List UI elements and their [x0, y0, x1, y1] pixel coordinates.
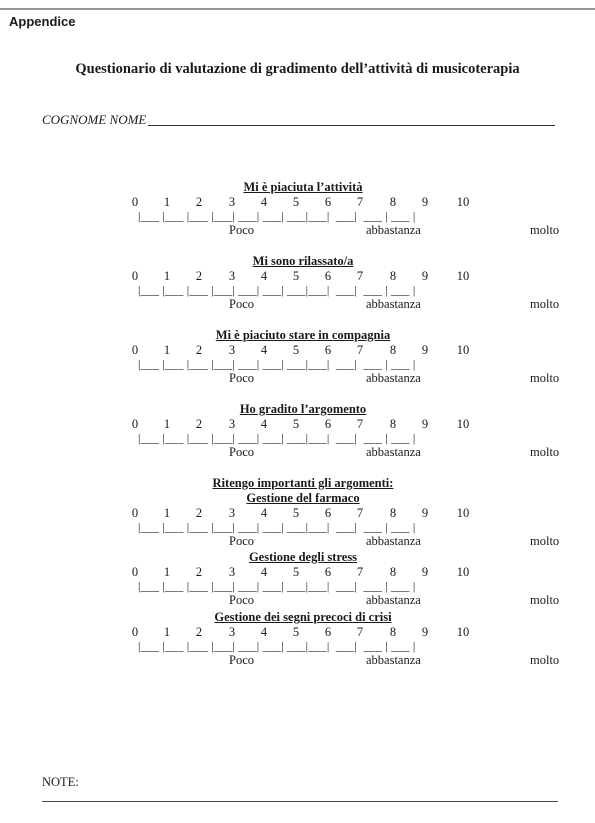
- scale-number[interactable]: 9: [421, 565, 429, 579]
- label-high: molto: [530, 653, 560, 667]
- rating-scale[interactable]: |___ |___ |___ |___| ___| ___| ___|___| ___| ___ | ___ |: [138, 283, 416, 297]
- scale-number[interactable]: 8: [389, 565, 397, 579]
- label-mid: abbastanza: [366, 593, 421, 607]
- scale-number[interactable]: 8: [389, 506, 397, 520]
- scale-number[interactable]: 5: [292, 625, 300, 639]
- scale-number[interactable]: 6: [324, 269, 332, 283]
- scale-number[interactable]: 2: [195, 269, 203, 283]
- scale-number[interactable]: 10: [456, 343, 470, 357]
- scale-number[interactable]: 5: [292, 506, 300, 520]
- scale-number[interactable]: 9: [421, 625, 429, 639]
- scale-number[interactable]: 0: [131, 625, 139, 639]
- rating-scale[interactable]: |___ |___ |___ |___| ___| ___| ___|___| ___| ___ | ___ |: [138, 357, 416, 371]
- scale-number[interactable]: 10: [456, 269, 470, 283]
- scale-number[interactable]: 5: [292, 343, 300, 357]
- scale-number[interactable]: 2: [195, 565, 203, 579]
- scale-number[interactable]: 7: [356, 417, 364, 431]
- scale-number[interactable]: 8: [389, 343, 397, 357]
- scale-number[interactable]: 6: [324, 195, 332, 209]
- scale-number[interactable]: 8: [389, 417, 397, 431]
- appendix-label: Appendice: [9, 14, 76, 29]
- scale-numbers: [0, 195, 595, 209]
- item-heading: Gestione del farmaco: [246, 491, 360, 505]
- scale-numbers: [0, 565, 595, 579]
- scale-number[interactable]: 3: [228, 506, 236, 520]
- scale-number[interactable]: 1: [163, 343, 171, 357]
- scale-number[interactable]: 1: [163, 195, 171, 209]
- scale-number[interactable]: 3: [228, 625, 236, 639]
- label-high: molto: [530, 445, 560, 459]
- scale-number[interactable]: 2: [195, 506, 203, 520]
- scale-number[interactable]: 0: [131, 506, 139, 520]
- scale-number[interactable]: 9: [421, 195, 429, 209]
- scale-numbers: [0, 506, 595, 520]
- scale-number[interactable]: 7: [356, 565, 364, 579]
- label-mid: abbastanza: [366, 445, 421, 459]
- name-field-line[interactable]: [148, 125, 555, 126]
- scale-number[interactable]: 3: [228, 417, 236, 431]
- item-heading: Mi sono rilassato/a: [252, 254, 354, 268]
- notes-field-line[interactable]: [42, 801, 558, 802]
- scale-number[interactable]: 0: [131, 417, 139, 431]
- item-heading: Gestione degli stress: [248, 550, 358, 564]
- scale-number[interactable]: 10: [456, 506, 470, 520]
- scale-number[interactable]: 8: [389, 625, 397, 639]
- scale-number[interactable]: 1: [163, 269, 171, 283]
- scale-number[interactable]: 1: [163, 506, 171, 520]
- scale-number[interactable]: 9: [421, 269, 429, 283]
- scale-number[interactable]: 6: [324, 343, 332, 357]
- scale-number[interactable]: 0: [131, 269, 139, 283]
- label-mid: abbastanza: [366, 534, 421, 548]
- scale-number[interactable]: 9: [421, 506, 429, 520]
- scale-number[interactable]: 3: [228, 269, 236, 283]
- scale-number[interactable]: 2: [195, 195, 203, 209]
- scale-number[interactable]: 0: [131, 343, 139, 357]
- scale-number[interactable]: 6: [324, 417, 332, 431]
- section-heading: Ritengo importanti gli argomenti:: [212, 476, 394, 490]
- scale-number[interactable]: 3: [228, 195, 236, 209]
- rating-scale[interactable]: |___ |___ |___ |___| ___| ___| ___|___| ___| ___ | ___ |: [138, 431, 416, 445]
- scale-number[interactable]: 6: [324, 625, 332, 639]
- scale-number[interactable]: 3: [228, 565, 236, 579]
- label-mid: abbastanza: [366, 371, 421, 385]
- scale-number[interactable]: 2: [195, 417, 203, 431]
- scale-number[interactable]: 5: [292, 417, 300, 431]
- label-high: molto: [530, 593, 560, 607]
- scale-number[interactable]: 2: [195, 625, 203, 639]
- item-heading: Gestione dei segni precoci di crisi: [214, 610, 392, 624]
- label-low: Poco: [229, 593, 254, 607]
- scale-number[interactable]: 1: [163, 565, 171, 579]
- label-high: molto: [530, 297, 560, 311]
- notes-label: NOTE:: [42, 775, 79, 789]
- rating-scale[interactable]: |___ |___ |___ |___| ___| ___| ___|___| ___| ___ | ___ |: [138, 209, 416, 223]
- scale-number[interactable]: 4: [260, 343, 268, 357]
- scale-number[interactable]: 8: [389, 195, 397, 209]
- label-low: Poco: [229, 445, 254, 459]
- item-heading: Mi è piaciuto stare in compagnia: [215, 328, 391, 342]
- scale-number[interactable]: 10: [456, 195, 470, 209]
- scale-numbers: [0, 343, 595, 357]
- scale-number[interactable]: 9: [421, 343, 429, 357]
- scale-number[interactable]: 6: [324, 506, 332, 520]
- scale-number[interactable]: 8: [389, 269, 397, 283]
- scale-number[interactable]: 7: [356, 269, 364, 283]
- scale-number[interactable]: 1: [163, 417, 171, 431]
- scale-numbers: [0, 269, 595, 283]
- label-low: Poco: [229, 534, 254, 548]
- top-rule: [0, 8, 595, 10]
- scale-number[interactable]: 4: [260, 565, 268, 579]
- scale-number[interactable]: 9: [421, 417, 429, 431]
- label-low: Poco: [229, 297, 254, 311]
- scale-number[interactable]: 5: [292, 269, 300, 283]
- scale-number[interactable]: 5: [292, 195, 300, 209]
- scale-number[interactable]: 7: [356, 195, 364, 209]
- scale-number[interactable]: 3: [228, 343, 236, 357]
- label-high: molto: [530, 371, 560, 385]
- scale-number[interactable]: 10: [456, 625, 470, 639]
- scale-number[interactable]: 7: [356, 625, 364, 639]
- rating-scale[interactable]: |___ |___ |___ |___| ___| ___| ___|___| ___| ___ | ___ |: [138, 579, 416, 593]
- label-mid: abbastanza: [366, 223, 421, 237]
- scale-number[interactable]: 5: [292, 565, 300, 579]
- label-high: molto: [530, 223, 560, 237]
- label-low: Poco: [229, 223, 254, 237]
- label-high: molto: [530, 534, 560, 548]
- item-heading: Ho gradito l’argomento: [239, 402, 367, 416]
- label-low: Poco: [229, 371, 254, 385]
- label-mid: abbastanza: [366, 653, 421, 667]
- name-label: COGNOME NOME: [42, 112, 147, 127]
- scale-number[interactable]: 4: [260, 417, 268, 431]
- scale-number[interactable]: 7: [356, 343, 364, 357]
- label-mid: abbastanza: [366, 297, 421, 311]
- rating-scale[interactable]: |___ |___ |___ |___| ___| ___| ___|___| ___| ___ | ___ |: [138, 639, 416, 653]
- questionnaire-title: Questionario di valutazione di gradimento dell’attività di musicoterapia: [75, 61, 520, 77]
- scale-number[interactable]: 10: [456, 417, 470, 431]
- scale-number[interactable]: 4: [260, 269, 268, 283]
- scale-number[interactable]: 1: [163, 625, 171, 639]
- scale-number[interactable]: 0: [131, 195, 139, 209]
- scale-number[interactable]: 4: [260, 625, 268, 639]
- label-low: Poco: [229, 653, 254, 667]
- scale-number[interactable]: 7: [356, 506, 364, 520]
- scale-numbers: [0, 417, 595, 431]
- scale-number[interactable]: 10: [456, 565, 470, 579]
- rating-scale[interactable]: |___ |___ |___ |___| ___| ___| ___|___| ___| ___ | ___ |: [138, 520, 416, 534]
- scale-number[interactable]: 2: [195, 343, 203, 357]
- item-heading: Mi è piaciuta l’attività: [243, 180, 363, 194]
- scale-number[interactable]: 4: [260, 195, 268, 209]
- scale-number[interactable]: 4: [260, 506, 268, 520]
- scale-number[interactable]: 6: [324, 565, 332, 579]
- scale-numbers: [0, 625, 595, 639]
- scale-number[interactable]: 0: [131, 565, 139, 579]
